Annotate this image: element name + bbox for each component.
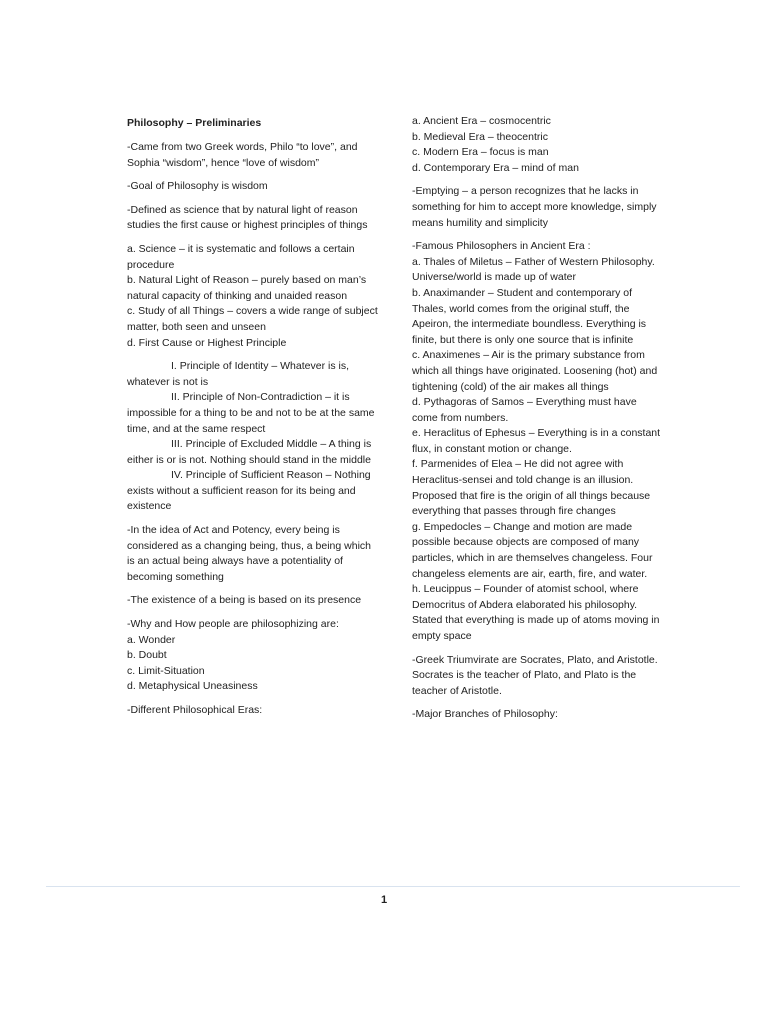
list-heading: -Why and How people are philosophizing are: xyxy=(127,618,339,631)
page-number: 1 xyxy=(380,894,388,906)
goal-paragraph: -Goal of Philosophy is wisdom xyxy=(127,180,268,193)
footer-divider xyxy=(46,886,740,887)
list-item: f. Parmenides of Elea – He did not agree with Heraclitus-sensei and told change is an illusion. Proposed that fire is the origin of all things because everything that passes through fire changes xyxy=(412,458,651,518)
list-item: c. Limit-Situation xyxy=(127,664,205,677)
branches-heading: -Major Branches of Philosophy: xyxy=(412,708,558,721)
why-how-list xyxy=(127,617,379,695)
list-item: c. Modern Era – focus is man xyxy=(412,146,549,159)
principle-item: II. Principle of Non-Contradiction – it is impossible for a thing to be and not to be at the same time, and at the same respect xyxy=(127,391,375,435)
emptying-paragraph: -Emptying – a person recognizes that he lacks in something for him to accept more knowledge, simply means humility and simplicity xyxy=(412,185,657,229)
list-item: g. Empedocles – Change and motion are made possible because objects are composed of many particles, which in are themselves changeless. Four changeless elements are air, earth, fire, and water. xyxy=(412,520,653,580)
list-item: b. Medieval Era – theocentric xyxy=(412,130,548,143)
list-heading: -Famous Philosophers in Ancient Era : xyxy=(412,240,591,253)
eras-heading: -Different Philosophical Eras: xyxy=(127,704,263,716)
list-item: d. First Cause or Highest Principle xyxy=(127,336,287,349)
list-item: d. Pythagoras of Samos – Everything must have come from numbers. xyxy=(412,396,637,424)
list-item: b. Anaximander – Student and contemporary of Thales, world comes from the original stuff, the Apeiron, the intermediate boundless. Everything is finite, but there is only one source that is infinite xyxy=(412,286,647,346)
philosophers-list xyxy=(412,239,662,644)
principle-item: I. Principle of Identity – Whatever is is, whatever is not is xyxy=(127,360,349,388)
existence-paragraph: -The existence of a being is based on its presence xyxy=(127,594,362,607)
list-item: c. Study of all Things – covers a wide range of subject matter, both seen and unseen xyxy=(127,305,378,333)
definition-list xyxy=(127,242,379,351)
list-item: d. Metaphysical Uneasiness xyxy=(127,680,258,693)
list-item: d. Contemporary Era – mind of man xyxy=(412,161,579,174)
intro-paragraph: -Came from two Greek words, Philo “to love”, and Sophia “wisdom”, hence “love of wisdom” xyxy=(127,141,358,169)
list-item: h. Leucippus – Founder of atomist school, where Democritus of Abdera elaborated his philosophy. Stated that everything is made up of atoms moving in empty space xyxy=(412,583,660,642)
list-item: a. Science – it is systematic and follows a certain procedure xyxy=(127,242,355,271)
right-column xyxy=(412,114,662,731)
act-potency-paragraph: -In the idea of Act and Potency, every being is considered as a changing being, thus, a being which is an actual being always have a potentiality of becoming something xyxy=(127,524,372,583)
left-column xyxy=(127,116,379,727)
list-item: c. Anaximenes – Air is the primary substance from which all things have originated. Loosening (hot) and tightening (cold) of the air makes all things xyxy=(412,349,658,393)
list-item: b. Natural Light of Reason – purely based on man’s natural capacity of thinking and unaided reason xyxy=(127,274,367,302)
list-item: a. Wonder xyxy=(127,633,176,646)
list-item: e. Heraclitus of Ephesus – Everything is in a constant flux, in constant motion or change. xyxy=(412,427,661,455)
principle-item: IV. Principle of Sufficient Reason – Nothing exists without a sufficient reason for its being and existence xyxy=(127,469,371,513)
eras-list xyxy=(412,114,662,176)
list-item: a. Thales of Miletus – Father of Western Philosophy. Universe/world is made up of water xyxy=(412,255,655,284)
list-item: b. Doubt xyxy=(127,649,167,662)
document-title: Philosophy – Preliminaries xyxy=(127,117,262,129)
principle-item: III. Principle of Excluded Middle – A thing is either is or is not. Nothing should stand in the middle xyxy=(127,438,372,466)
definition-paragraph: -Defined as science that by natural light of reason studies the first cause or highest principles of things xyxy=(127,203,368,232)
list-item: a. Ancient Era – cosmocentric xyxy=(412,115,551,127)
principles-list xyxy=(127,359,379,515)
triumvirate-paragraph: -Greek Triumvirate are Socrates, Plato, and Aristotle. Socrates is the teacher of Plato, and Plato is the teacher of Aristotle. xyxy=(412,653,658,697)
